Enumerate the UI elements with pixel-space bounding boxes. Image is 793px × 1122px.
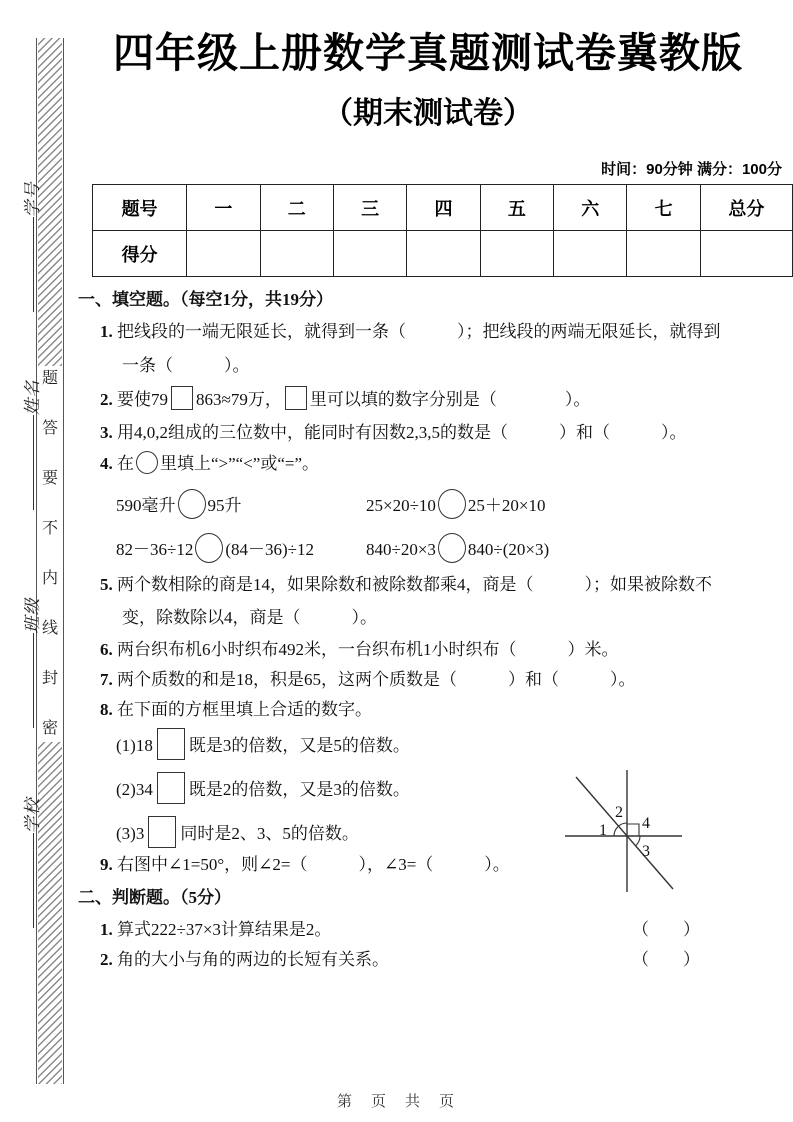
page-number-footer: 第 页 共 页 <box>336 1093 456 1110</box>
fill-blank-shape <box>157 728 185 760</box>
header-cell: 六 <box>554 185 627 231</box>
angle-4-label: 4 <box>642 815 650 832</box>
score-cell <box>627 231 700 277</box>
fill-blank-shape <box>438 489 466 519</box>
write-line <box>33 218 34 313</box>
score-cell <box>187 231 260 277</box>
fill-blank-shape <box>136 451 158 474</box>
fill-blank-shape <box>285 386 307 410</box>
question-8-sub-2: (2)34 既是2的倍数，又是3的倍数。 <box>116 772 410 804</box>
question-4: 4. 在 里填上“>”“<”或“=”。 <box>100 451 319 476</box>
section2-heading: 二、判断题。（5分） <box>78 888 231 907</box>
score-table <box>92 184 793 277</box>
student-number-label: 学号 <box>18 153 42 343</box>
score-cell <box>260 231 333 277</box>
judge-1: 1. 算式222÷37×3计算结果是2。 <box>100 920 332 939</box>
angle-arc-lower <box>636 836 641 846</box>
fill-blank-shape <box>438 533 466 563</box>
question-7: 7. 两个质数的和是18，积是65，这两个质数是（ ）和（ ）。 <box>100 670 636 689</box>
seal-char: 线 <box>40 618 60 640</box>
question-2: 2. 要使79 863≈79万， 里可以填的数字分别是（ ）。 <box>100 386 590 412</box>
write-line <box>33 834 34 929</box>
question-8-sub-1: (1)18 既是3的倍数，又是5的倍数。 <box>116 728 410 760</box>
header-cell: 三 <box>333 185 406 231</box>
score-cell <box>480 231 553 277</box>
time-score-meta: 时间：90分钟 满分：100分 <box>601 161 782 178</box>
seal-border-line-right <box>63 38 64 1084</box>
seal-char: 题 <box>40 368 60 390</box>
fill-blank-shape <box>157 772 185 804</box>
score-table-header-row <box>93 185 793 231</box>
question-8-sub-3: (3)3 同时是2、3、5的倍数。 <box>116 816 359 848</box>
header-cell: 四 <box>407 185 480 231</box>
diagonal-line <box>576 777 673 889</box>
judge-2-answer-blank: （ ） <box>632 950 700 969</box>
question-4-expression-2b: 840÷20×3 840÷(20×3) <box>366 533 549 563</box>
question-1-line-2: 一条（ ）。 <box>122 356 250 375</box>
seal-char: 要 <box>40 468 60 490</box>
page-subtitle: （期末测试卷） <box>323 97 533 130</box>
angle-3-label: 3 <box>642 843 650 860</box>
judge-2: 2. 角的大小与角的两边的长短有关系。 <box>100 950 389 969</box>
score-table-score-row <box>93 231 793 277</box>
score-cell <box>700 231 792 277</box>
fill-blank-shape <box>171 386 193 410</box>
write-line <box>33 416 34 511</box>
angle-1-label: 1 <box>599 822 607 839</box>
header-cell: 五 <box>480 185 553 231</box>
section1-heading: 一、填空题。（每空1分，共19分） <box>78 290 333 309</box>
right-angle-mark <box>627 824 639 836</box>
header-cell: 总分 <box>700 185 792 231</box>
student-name-label: 姓名 <box>18 351 42 541</box>
seal-char: 内 <box>40 568 60 590</box>
question-6: 6. 两台织布机6小时织布492米，一台织布机1小时织布（ ）米。 <box>100 640 619 659</box>
judge-1-answer-blank: （ ） <box>632 920 700 939</box>
question-4-expression-2a: 82－36÷12 (84－36)÷12 <box>116 533 314 563</box>
question-5-line-1: 5. 两个数相除的商是14，如果除数和被除数都乘4，商是（ ）；如果被除数不 <box>100 575 712 594</box>
angle-2-label: 2 <box>615 804 623 821</box>
fill-blank-shape <box>195 533 223 563</box>
seal-char: 不 <box>40 518 60 540</box>
seal-char: 答 <box>40 418 60 440</box>
header-cell: 题号 <box>93 185 187 231</box>
page-title: 四年级上册数学真题测试卷冀教版 <box>113 30 743 76</box>
question-4-expression-1b: 25×20÷10 25＋20×10 <box>366 489 546 519</box>
score-row-label: 得分 <box>93 231 187 277</box>
question-1-line-1: 1. 把线段的一端无限延长，就得到一条（ ）；把线段的两端无限延长，就得到 <box>100 322 721 341</box>
seal-char: 密 <box>40 718 60 740</box>
score-cell <box>333 231 406 277</box>
header-cell: 一 <box>187 185 260 231</box>
question-8: 8. 在下面的方框里填上合适的数字。 <box>100 700 372 719</box>
question-5-line-2: 变，除数除以4，商是（ ）。 <box>122 608 377 627</box>
score-cell <box>407 231 480 277</box>
school-label: 学校 <box>18 769 42 959</box>
score-cell <box>554 231 627 277</box>
fill-blank-shape <box>148 816 176 848</box>
question-3: 3. 用4,0,2组成的三位数中，能同时有因数2,3,5的数是（ ）和（ ）。 <box>100 423 687 442</box>
question-4-expression-1a: 590毫升 95升 <box>116 489 242 519</box>
angle-diagram <box>558 763 698 903</box>
header-cell: 二 <box>260 185 333 231</box>
seal-char: 封 <box>40 668 60 690</box>
fill-blank-shape <box>178 489 206 519</box>
header-cell: 七 <box>627 185 700 231</box>
class-label: 班级 <box>18 569 42 759</box>
write-line <box>33 634 34 729</box>
question-9: 9. 右图中∠1=50°，则∠2=（ ），∠3=（ ）。 <box>100 855 510 874</box>
